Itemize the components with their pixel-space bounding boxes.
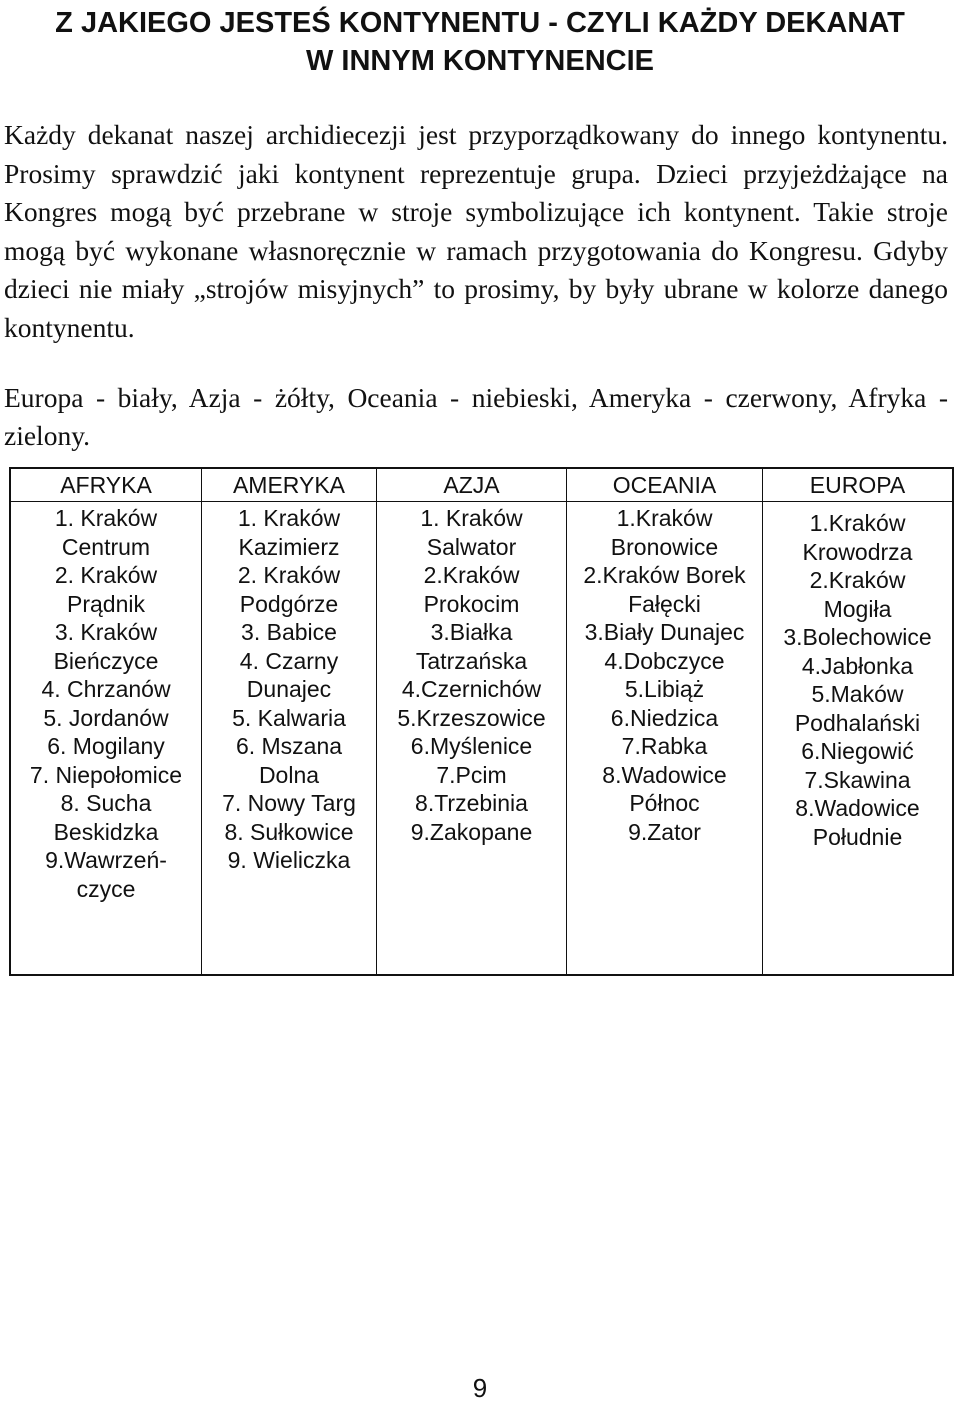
deanery-item: Kazimierz: [238, 533, 340, 560]
deanery-item: 9.Zator: [628, 818, 701, 845]
deanery-item: 7. Nowy Targ: [222, 790, 356, 816]
deanery-item: 4. Czarny: [239, 647, 339, 674]
deanery-item: 7. Niepołomice: [29, 761, 183, 788]
deanery-item: Fałęcki: [628, 590, 701, 617]
deanery-item: 6. Mogilany: [47, 733, 165, 759]
deanery-item: Bieńczyce: [53, 647, 159, 674]
deanery-item: 2.Kraków Borek: [583, 562, 746, 588]
column-header: AFRYKA: [11, 469, 201, 502]
deanery-item: czyce: [76, 875, 136, 902]
deanery-item: 3.Biały Dunajec: [584, 619, 745, 645]
deanery-item: 7.Rabka: [621, 733, 708, 759]
column-azja: [376, 469, 566, 974]
deanery-item: 5.Libiąż: [624, 676, 705, 702]
deanery-item: 5. Kalwaria: [232, 704, 346, 731]
column-header: OCEANIA: [567, 469, 762, 502]
deanery-item: 2. Kraków: [54, 562, 158, 588]
deanery-item: Tatrzańska: [415, 647, 528, 674]
deanery-item: 3.Bolechowice: [783, 624, 932, 650]
column-header: AMERYKA: [202, 469, 376, 502]
deanery-item: 6. Mszana: [235, 733, 343, 759]
deanery-item: 5.Maków: [811, 681, 904, 707]
column-ameryka: [201, 469, 376, 974]
deanery-item: Północ: [629, 790, 700, 816]
deanery-item: 3. Kraków: [54, 619, 158, 645]
deanery-item: Podhalański: [794, 709, 921, 736]
colors-text: Europa - biały, Azja - żółty, Oceania - niebieski, Ameryka - czerwony, Afryka - zielony.: [4, 381, 948, 451]
column-afryka: [11, 469, 201, 974]
column-europa: [762, 469, 952, 974]
deanery-item: 6.Niegowić: [801, 738, 914, 764]
deanery-item: 4.Czernichów: [401, 676, 542, 702]
deanery-item: 1.Kraków: [616, 505, 713, 531]
column-items: [377, 502, 566, 846]
column-items: [567, 502, 762, 846]
deanery-item: Podgórze: [239, 590, 339, 617]
deanery-item: Południe: [812, 823, 903, 850]
column-header: AZJA: [377, 469, 566, 502]
deanery-item: Salwator: [426, 533, 517, 560]
column-oceania: [566, 469, 762, 974]
deanery-item: 4. Chrzanów: [41, 676, 171, 702]
deanery-item: 9.Wawrzeń-: [45, 847, 167, 873]
page-title: [0, 4, 960, 80]
deanery-item: Bronowice: [610, 533, 719, 560]
deanery-item: 4.Dobczyce: [604, 647, 725, 674]
title-line-2: W INNYM KONTYNENCIE: [306, 45, 654, 77]
continent-colors-paragraph: [4, 351, 948, 483]
deanery-item: 2.Kraków: [809, 567, 906, 593]
deanery-item: 8.Wadowice: [795, 795, 920, 821]
deanery-item: 9.Zakopane: [410, 818, 533, 845]
deanery-item: Beskidzka: [53, 818, 159, 845]
deanery-item: 3. Babice: [241, 619, 337, 645]
deanery-item: 1. Kraków: [237, 505, 341, 531]
deanery-item: Krowodrza: [802, 538, 913, 565]
deanery-item: 1.Kraków: [809, 510, 906, 536]
deanery-item: 8.Trzebinia: [415, 790, 528, 816]
deanery-item: 6.Myślenice: [410, 733, 533, 759]
deanery-item: 2. Kraków: [237, 562, 341, 588]
intro-text: Każdy dekanat naszej archidiecezji jest przyporządkowany do innego kontynentu. Prosimy sprawdzić jaki kontynent reprezentuje grupa. Dzieci przyjeżdżające na Kongres mogą być przebrane w stroje symbolizujące ich kontynent. Takie stroje mogą być wykonane własnoręcznie w ramach przygotowania do Kongresu. Gdyby dzieci nie miały „strojów misyjnych” to prosimy, by były ubrane w kolorze danego kontynentu.: [4, 119, 948, 343]
column-items: [11, 502, 201, 903]
deanery-item: 6.Niedzica: [610, 704, 719, 731]
deanery-item: Dunajec: [246, 676, 332, 702]
deanery-item: 1. Kraków: [420, 505, 523, 531]
deanery-item: Prokocim: [423, 590, 520, 617]
intro-paragraph: [4, 116, 948, 347]
deanery-item: 8.Wadowice: [602, 761, 727, 788]
deanery-continent-table: [9, 467, 954, 976]
deanery-item: 3.Białka: [430, 619, 513, 645]
title-line-1: Z JAKIEGO JESTEŚ KONTYNENTU - CZYLI KAŻDY DEKANAT: [55, 7, 905, 39]
deanery-item: Prądnik: [67, 590, 145, 617]
column-items: [763, 502, 952, 851]
deanery-item: 8. Sułkowice: [224, 818, 354, 845]
page-number: 9: [472, 1373, 488, 1403]
deanery-item: 9. Wieliczka: [227, 847, 351, 873]
deanery-item: Mogiła: [823, 595, 892, 622]
deanery-item: Dolna: [258, 761, 320, 788]
deanery-item: Centrum: [61, 533, 151, 560]
deanery-item: 7.Pcim: [436, 761, 507, 788]
deanery-item: 1. Kraków: [54, 505, 158, 531]
deanery-item: 5.Krzeszowice: [397, 704, 546, 731]
deanery-item: 8. Sucha: [60, 790, 152, 816]
deanery-item: 4.Jabłonka: [801, 652, 914, 679]
deanery-item: 5. Jordanów: [43, 704, 169, 731]
column-items: [202, 502, 376, 875]
column-header: EUROPA: [763, 469, 952, 502]
deanery-item: 7.Skawina: [804, 766, 911, 793]
deanery-item: 2.Kraków: [423, 562, 520, 588]
